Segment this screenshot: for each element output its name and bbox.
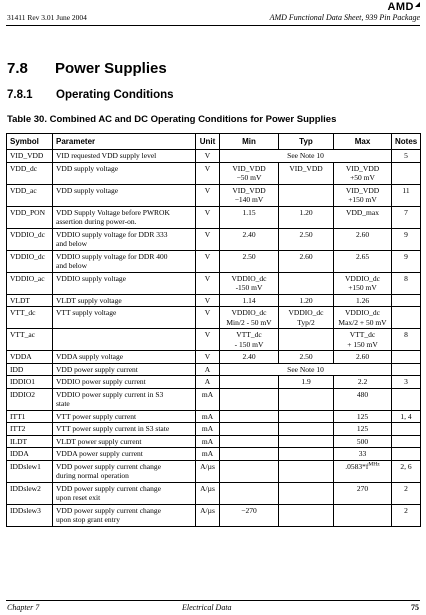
table-row bbox=[7, 184, 421, 206]
col-header-notes: Notes bbox=[392, 134, 421, 150]
table-row bbox=[7, 448, 421, 461]
table-row bbox=[7, 206, 421, 228]
cell-min bbox=[220, 435, 279, 448]
cell-unit: V bbox=[196, 228, 220, 250]
table-row bbox=[7, 435, 421, 448]
cell-max: 125 bbox=[334, 410, 392, 423]
col-header-unit: Unit bbox=[196, 134, 220, 150]
cell-parameter: VDDIO supply voltage for DDR 400 and below bbox=[53, 250, 196, 272]
cell-max: 2.65 bbox=[334, 250, 392, 272]
cell-max: VTT_dc + 150 mV bbox=[334, 329, 392, 351]
cell-max: 500 bbox=[334, 435, 392, 448]
cell-min: VDDIO_dc -150 mV bbox=[220, 272, 279, 294]
cell-unit: mA bbox=[196, 448, 220, 461]
header-doc-id: 31411 Rev 3.01 June 2004 bbox=[7, 13, 87, 22]
cell-notes: 9 bbox=[392, 228, 421, 250]
table-row bbox=[7, 294, 421, 307]
cell-max: 1.26 bbox=[334, 294, 392, 307]
col-header-min: Min bbox=[220, 134, 279, 150]
cell-min: 2.40 bbox=[220, 228, 279, 250]
cell-min: 1.14 bbox=[220, 294, 279, 307]
table-header-row bbox=[7, 134, 421, 150]
cell-typ bbox=[279, 329, 334, 351]
table-row bbox=[7, 504, 421, 526]
cell-symbol: VDDIO_dc bbox=[7, 228, 53, 250]
header-title: AMD Functional Data Sheet, 939 Pin Package bbox=[269, 13, 420, 22]
cell-notes bbox=[392, 423, 421, 436]
cell-typ: 1.20 bbox=[279, 206, 334, 228]
cell-symbol: VDD_PON bbox=[7, 206, 53, 228]
cell-symbol: ITT2 bbox=[7, 423, 53, 436]
cell-min bbox=[220, 423, 279, 436]
page-number: 75 bbox=[411, 603, 419, 612]
cell-unit: V bbox=[196, 307, 220, 329]
cell-max: 2.2 bbox=[334, 376, 392, 389]
cell-parameter: VDDIO supply voltage for DDR 333 and below bbox=[53, 228, 196, 250]
cell-parameter: VLDT supply voltage bbox=[53, 294, 196, 307]
table-row bbox=[7, 250, 421, 272]
section-heading bbox=[7, 60, 167, 77]
cell-symbol: VTT_ac bbox=[7, 329, 53, 351]
cell-parameter: VDD supply voltage bbox=[53, 184, 196, 206]
cell-max: VDDIO_dc +150 mV bbox=[334, 272, 392, 294]
cell-parameter: VDDIO power supply current bbox=[53, 376, 196, 389]
cell-notes bbox=[392, 435, 421, 448]
cell-symbol: IDDIO1 bbox=[7, 376, 53, 389]
cell-min bbox=[220, 388, 279, 410]
power-supply-table bbox=[6, 133, 421, 527]
cell-notes: 8 bbox=[392, 329, 421, 351]
cell-min bbox=[220, 448, 279, 461]
table-caption: Table 30. Combined AC and DC Operating Conditions for Power Supplies bbox=[7, 114, 337, 125]
cell-symbol: VDD_dc bbox=[7, 162, 53, 184]
cell-unit: A/µs bbox=[196, 504, 220, 526]
amd-logo bbox=[387, 1, 420, 13]
footer-chapter: Chapter 7 bbox=[7, 603, 40, 612]
cell-typ bbox=[279, 410, 334, 423]
cell-parameter: VDD power supply current bbox=[53, 363, 196, 376]
cell-parameter: VDD power supply current change upon stop grant entry bbox=[53, 504, 196, 526]
cell-unit: mA bbox=[196, 388, 220, 410]
cell-min: VDDIO_dc Min/2 - 50 mV bbox=[220, 307, 279, 329]
cell-notes bbox=[392, 351, 421, 364]
cell-notes: 5 bbox=[392, 150, 421, 163]
cell-notes bbox=[392, 307, 421, 329]
cell-symbol: IDDslew1 bbox=[7, 460, 53, 482]
cell-typ bbox=[279, 184, 334, 206]
subsection-title: Operating Conditions bbox=[56, 89, 174, 101]
cell-parameter: VDD Supply Voltage before PWROK assertion during power-on. bbox=[53, 206, 196, 228]
cell-max: 2.60 bbox=[334, 228, 392, 250]
cell-notes bbox=[392, 363, 421, 376]
cell-notes: 2 bbox=[392, 482, 421, 504]
table-row bbox=[7, 351, 421, 364]
cell-unit: V bbox=[196, 206, 220, 228]
cell-notes: 3 bbox=[392, 376, 421, 389]
cell-symbol: IDDslew2 bbox=[7, 482, 53, 504]
cell-typ bbox=[279, 423, 334, 436]
cell-min: 2.40 bbox=[220, 351, 279, 364]
cell-typ: VDDIO_dc Typ/2 bbox=[279, 307, 334, 329]
cell-unit: mA bbox=[196, 423, 220, 436]
cell-unit: A/µs bbox=[196, 460, 220, 482]
table-row bbox=[7, 272, 421, 294]
cell-max bbox=[334, 460, 392, 482]
footer-section-title: Electrical Data bbox=[182, 603, 232, 612]
cell-typ bbox=[279, 388, 334, 410]
cell-symbol: VDDIO_dc bbox=[7, 250, 53, 272]
cell-max: 2.60 bbox=[334, 351, 392, 364]
amd-arrow-icon bbox=[415, 2, 420, 7]
cell-unit: V bbox=[196, 184, 220, 206]
cell-notes: 9 bbox=[392, 250, 421, 272]
cell-notes bbox=[392, 162, 421, 184]
cell-notes bbox=[392, 388, 421, 410]
cell-unit: V bbox=[196, 150, 220, 163]
col-header-max: Max bbox=[334, 134, 392, 150]
cell-unit: mA bbox=[196, 435, 220, 448]
table-row bbox=[7, 363, 421, 376]
cell-typ: 1.9 bbox=[279, 376, 334, 389]
subsection-heading bbox=[7, 89, 174, 101]
col-header-typ: Typ bbox=[279, 134, 334, 150]
subsection-number: 7.8.1 bbox=[7, 89, 33, 101]
cell-notes: 1, 4 bbox=[392, 410, 421, 423]
cell-symbol: ILDT bbox=[7, 435, 53, 448]
cell-parameter: VID requested VDD supply level bbox=[53, 150, 196, 163]
col-header-symbol: Symbol bbox=[7, 134, 53, 150]
cell-unit: A bbox=[196, 376, 220, 389]
section-title: Power Supplies bbox=[55, 60, 167, 77]
cell-symbol: VDD_ac bbox=[7, 184, 53, 206]
cell-typ bbox=[279, 272, 334, 294]
table-row bbox=[7, 307, 421, 329]
col-header-parameter: Parameter bbox=[53, 134, 196, 150]
cell-parameter: VLDT power supply current bbox=[53, 435, 196, 448]
cell-notes bbox=[392, 448, 421, 461]
cell-parameter: VDD power supply current change upon reset exit bbox=[53, 482, 196, 504]
table-row bbox=[7, 162, 421, 184]
amd-logo-text: AMD bbox=[387, 1, 414, 13]
cell-parameter: VTT power supply current in S3 state bbox=[53, 423, 196, 436]
cell-parameter bbox=[53, 329, 196, 351]
table-body bbox=[7, 150, 421, 527]
cell-unit: V bbox=[196, 294, 220, 307]
cell-max: VID_VDD +50 mV bbox=[334, 162, 392, 184]
cell-min bbox=[220, 410, 279, 423]
cell-notes: 8 bbox=[392, 272, 421, 294]
cell-parameter: VDDA supply voltage bbox=[53, 351, 196, 364]
cell-min: −270 bbox=[220, 504, 279, 526]
table-row bbox=[7, 150, 421, 163]
cell-notes: 11 bbox=[392, 184, 421, 206]
cell-unit: A/µs bbox=[196, 482, 220, 504]
cell-typ: 2.60 bbox=[279, 250, 334, 272]
cell-min: VTT_dc - 150 mV bbox=[220, 329, 279, 351]
cell-min bbox=[220, 376, 279, 389]
cell-symbol: VLDT bbox=[7, 294, 53, 307]
cell-symbol: VDDA bbox=[7, 351, 53, 364]
cell-typ bbox=[279, 504, 334, 526]
cell-min: 2.50 bbox=[220, 250, 279, 272]
cell-max: 480 bbox=[334, 388, 392, 410]
cell-max-superscript: MHz bbox=[368, 461, 380, 467]
cell-symbol: IDDIO2 bbox=[7, 388, 53, 410]
cell-min bbox=[220, 460, 279, 482]
cell-symbol: IDD bbox=[7, 363, 53, 376]
cell-typ bbox=[279, 460, 334, 482]
cell-symbol: VID_VDD bbox=[7, 150, 53, 163]
cell-parameter: VDDIO supply voltage bbox=[53, 272, 196, 294]
cell-typ bbox=[279, 448, 334, 461]
header-rule bbox=[6, 25, 420, 26]
cell-span-note: See Note 10 bbox=[220, 150, 392, 163]
cell-parameter: VDD power supply current change during normal operation bbox=[53, 460, 196, 482]
cell-span-note: See Note 10 bbox=[220, 363, 392, 376]
table-row bbox=[7, 388, 421, 410]
cell-typ bbox=[279, 482, 334, 504]
cell-min: 1.15 bbox=[220, 206, 279, 228]
cell-notes: 2, 6 bbox=[392, 460, 421, 482]
cell-max: VDD_max bbox=[334, 206, 392, 228]
cell-min bbox=[220, 482, 279, 504]
table-row bbox=[7, 410, 421, 423]
cell-unit: A bbox=[196, 363, 220, 376]
cell-parameter: VDDA power supply current bbox=[53, 448, 196, 461]
cell-unit: V bbox=[196, 351, 220, 364]
cell-parameter: VTT supply voltage bbox=[53, 307, 196, 329]
table-row bbox=[7, 376, 421, 389]
cell-unit: V bbox=[196, 329, 220, 351]
cell-notes: 7 bbox=[392, 206, 421, 228]
section-number: 7.8 bbox=[7, 60, 28, 77]
cell-symbol: VTT_dc bbox=[7, 307, 53, 329]
cell-symbol: ITT1 bbox=[7, 410, 53, 423]
cell-typ: VID_VDD bbox=[279, 162, 334, 184]
cell-symbol: IDDA bbox=[7, 448, 53, 461]
cell-typ: 1.20 bbox=[279, 294, 334, 307]
cell-unit: mA bbox=[196, 410, 220, 423]
cell-typ: 2.50 bbox=[279, 228, 334, 250]
cell-max: 33 bbox=[334, 448, 392, 461]
cell-parameter: VDD supply voltage bbox=[53, 162, 196, 184]
cell-min: VID_VDD −140 mV bbox=[220, 184, 279, 206]
cell-max bbox=[334, 504, 392, 526]
cell-unit: V bbox=[196, 162, 220, 184]
cell-typ: 2.50 bbox=[279, 351, 334, 364]
cell-symbol: VDDIO_ac bbox=[7, 272, 53, 294]
table-row bbox=[7, 482, 421, 504]
table-row bbox=[7, 228, 421, 250]
cell-symbol: IDDslew3 bbox=[7, 504, 53, 526]
table-row bbox=[7, 423, 421, 436]
cell-typ bbox=[279, 435, 334, 448]
footer-rule bbox=[6, 600, 420, 601]
table-row bbox=[7, 460, 421, 482]
cell-parameter: VDDIO power supply current in S3 state bbox=[53, 388, 196, 410]
cell-max: VID_VDD +150 mV bbox=[334, 184, 392, 206]
cell-unit: V bbox=[196, 272, 220, 294]
cell-notes bbox=[392, 294, 421, 307]
cell-max: 270 bbox=[334, 482, 392, 504]
cell-min: VID_VDD −50 mV bbox=[220, 162, 279, 184]
cell-max-value: .0583*f bbox=[345, 461, 369, 471]
cell-notes: 2 bbox=[392, 504, 421, 526]
cell-unit: V bbox=[196, 250, 220, 272]
cell-max: 125 bbox=[334, 423, 392, 436]
table-row bbox=[7, 329, 421, 351]
cell-parameter: VTT power supply current bbox=[53, 410, 196, 423]
cell-max: VDDIO_dc Max/2 + 50 mV bbox=[334, 307, 392, 329]
